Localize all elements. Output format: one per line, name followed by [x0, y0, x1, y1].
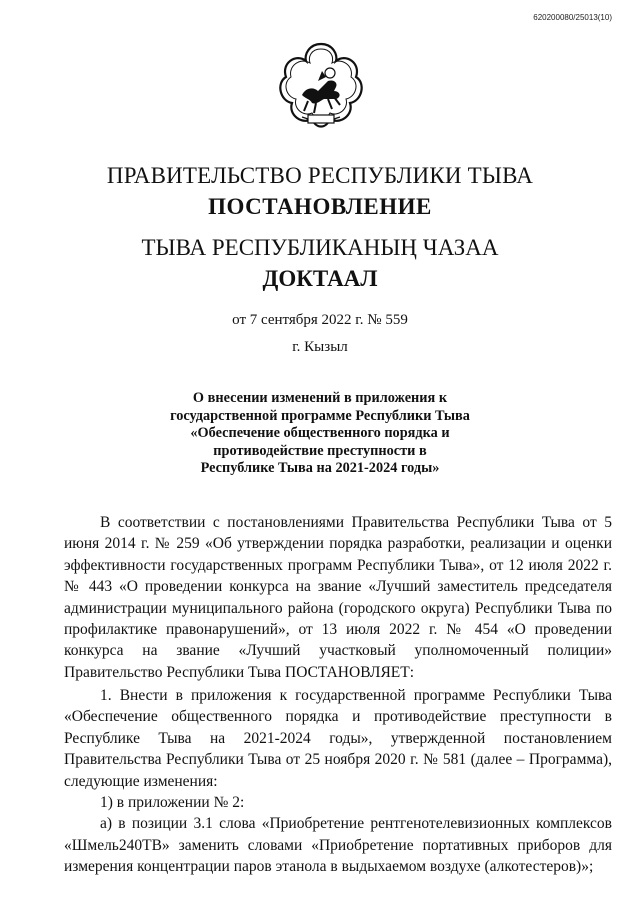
item-paragraph: а) в позиции 3.1 слова «Приобретение рентгенотелевизионных комплексов «Шмель240ТВ» заменить словами «Приобретение портативных приборов для измерения концентрации паров этанола в выдыхаемом воздухе (алкотестеров)»; — [64, 815, 612, 876]
subject-line: противодействие преступности в — [213, 442, 427, 459]
government-title-tyv: ТЫВА РЕСПУБЛИКАНЫҢ ЧАЗАА — [141, 235, 499, 260]
subject-line: О внесении изменений в приложения к — [192, 390, 448, 406]
decree-date-number: от 7 сентября 2022 г. № 559 — [232, 312, 408, 328]
coat-of-arms-tyva-icon — [278, 41, 364, 139]
decree-title-ru: ПОСТАНОВЛЕНИЕ — [208, 194, 432, 219]
decree-city: г. Кызыл — [292, 339, 348, 355]
preamble — [64, 512, 612, 683]
decree-subject — [140, 390, 500, 478]
item-paragraph: 1) в приложении № 2: — [100, 794, 245, 812]
decree-title-tyv: ДОКТААЛ — [262, 266, 378, 291]
subject-line: Республике Тыва на 2021-2024 годы» — [200, 460, 440, 477]
government-title-ru: ПРАВИТЕЛЬСТВО РЕСПУБЛИКИ ТЫВА — [106, 163, 534, 188]
preamble-paragraph: В соответствии с постановлениями Правительства Республики Тыва от 5 июня 2014 г. № 259 «Об утверждении порядка разработки, реализации и оценки эффективности государственных программ Республики Тыва», от 12 июля 2022 г. № 443 «О проведении конкурса на звание «Лучший заместитель председателя администрации муниципального района (городского округа) Республики Тыва по профилактике правонарушений», от 13 июля 2022 г. № 454 «О проведении конкурса на звание «Лучший участковый уполномоченный полиции» Правительство Республики Тыва ПОСТАНОВЛЯЕТ: — [64, 514, 612, 681]
decree-items — [64, 685, 612, 878]
item-paragraph: 1. Внести в приложения к государственной программе Республики Тыва «Обеспечение общественного порядка и противодействие преступности в Республике Тыва на 2021-2024 годы», утвержденной постановлением Правительства Республики Тыва от 25 ноября 2020 г. № 581 (далее – Программа), следующие изменения: — [64, 687, 612, 790]
subject-line: «Обеспечение общественного порядка и — [190, 425, 450, 442]
document-id: 620200080/25013(10) — [533, 13, 612, 22]
subject-line: государственной программе Республики Тыва — [170, 407, 470, 424]
